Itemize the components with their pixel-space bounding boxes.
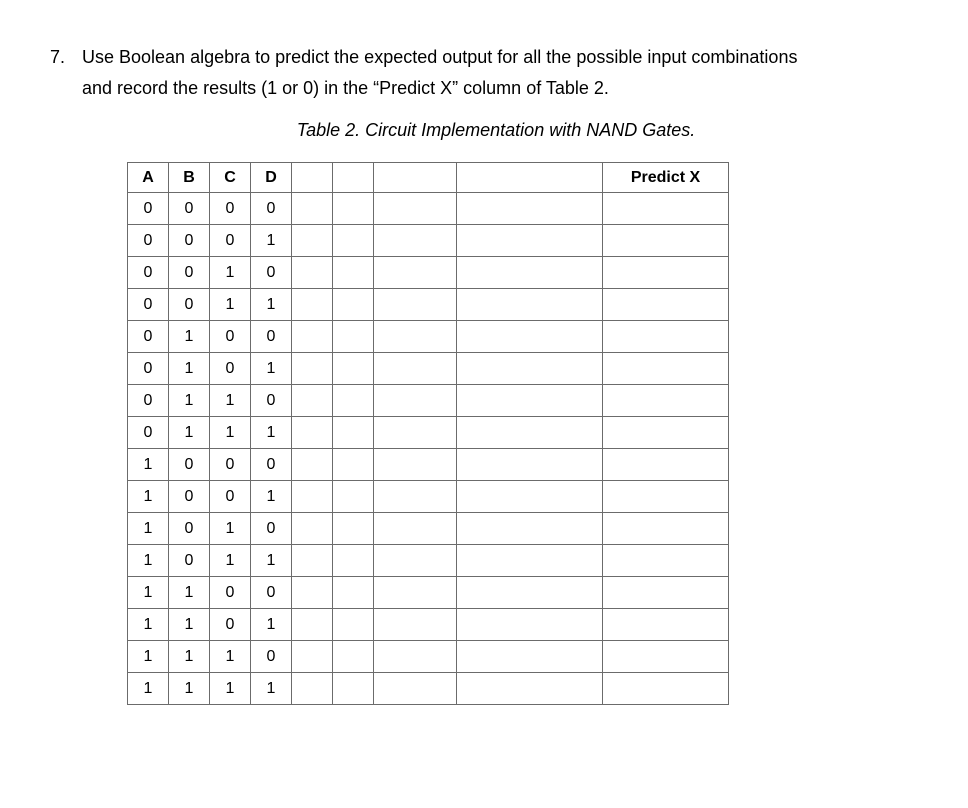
input-cell-c: 0 (210, 481, 251, 513)
table-row (128, 545, 729, 577)
input-cell-b: 0 (169, 225, 210, 257)
input-cell-c: 0 (210, 449, 251, 481)
work-cell-1[interactable] (292, 289, 333, 321)
input-cell-c: 0 (210, 609, 251, 641)
table-row (128, 257, 729, 289)
work-cell-4[interactable] (457, 289, 603, 321)
work-cell-1[interactable] (292, 481, 333, 513)
work-cell-1[interactable] (292, 577, 333, 609)
work-cell-2[interactable] (333, 513, 374, 545)
input-cell-c: 0 (210, 225, 251, 257)
input-cell-d: 0 (251, 641, 292, 673)
input-cell-a: 0 (128, 417, 169, 449)
work-cell-4[interactable] (457, 417, 603, 449)
predict-x-cell[interactable] (603, 321, 729, 353)
work-cell-4[interactable] (457, 449, 603, 481)
input-cell-d: 1 (251, 289, 292, 321)
work-cell-2[interactable] (333, 609, 374, 641)
input-cell-a: 1 (128, 673, 169, 705)
work-cell-1[interactable] (292, 385, 333, 417)
predict-x-cell[interactable] (603, 609, 729, 641)
truth-table (127, 162, 729, 705)
work-cell-4[interactable] (457, 545, 603, 577)
predict-x-cell[interactable] (603, 257, 729, 289)
header-d: D (251, 163, 292, 193)
work-cell-3[interactable] (374, 385, 457, 417)
input-cell-c: 0 (210, 353, 251, 385)
work-cell-2[interactable] (333, 289, 374, 321)
table-row (128, 577, 729, 609)
work-cell-4[interactable] (457, 481, 603, 513)
work-cell-2[interactable] (333, 673, 374, 705)
predict-x-cell[interactable] (603, 673, 729, 705)
predict-x-cell[interactable] (603, 641, 729, 673)
table-row (128, 417, 729, 449)
predict-x-cell[interactable] (603, 385, 729, 417)
predict-x-cell[interactable] (603, 481, 729, 513)
table-row (128, 321, 729, 353)
predict-x-cell[interactable] (603, 353, 729, 385)
input-cell-b: 1 (169, 417, 210, 449)
table-row (128, 673, 729, 705)
predict-x-cell[interactable] (603, 545, 729, 577)
work-cell-1[interactable] (292, 417, 333, 449)
input-cell-b: 0 (169, 545, 210, 577)
input-cell-b: 1 (169, 641, 210, 673)
work-cell-3[interactable] (374, 321, 457, 353)
input-cell-d: 0 (251, 193, 292, 225)
work-cell-3[interactable] (374, 513, 457, 545)
input-cell-b: 0 (169, 193, 210, 225)
header-blank-4 (457, 163, 603, 193)
input-cell-a: 0 (128, 257, 169, 289)
work-cell-3[interactable] (374, 353, 457, 385)
input-cell-d: 0 (251, 577, 292, 609)
work-cell-3[interactable] (374, 673, 457, 705)
work-cell-1[interactable] (292, 545, 333, 577)
work-cell-4[interactable] (457, 193, 603, 225)
question-text-line-2: and record the results (1 or 0) in the “Predict X” column of Table 2. (82, 78, 609, 98)
predict-x-cell[interactable] (603, 513, 729, 545)
input-cell-c: 1 (210, 385, 251, 417)
input-cell-c: 1 (210, 641, 251, 673)
input-cell-d: 1 (251, 609, 292, 641)
work-cell-2[interactable] (333, 641, 374, 673)
table-row (128, 353, 729, 385)
header-blank-3 (374, 163, 457, 193)
work-cell-2[interactable] (333, 481, 374, 513)
input-cell-a: 0 (128, 321, 169, 353)
work-cell-3[interactable] (374, 609, 457, 641)
input-cell-b: 1 (169, 321, 210, 353)
work-cell-4[interactable] (457, 609, 603, 641)
work-cell-3[interactable] (374, 193, 457, 225)
predict-x-cell[interactable] (603, 449, 729, 481)
header-predict-x: Predict X (603, 163, 729, 193)
work-cell-4[interactable] (457, 673, 603, 705)
table-row (128, 289, 729, 321)
input-cell-d: 0 (251, 449, 292, 481)
predict-x-cell[interactable] (603, 193, 729, 225)
input-cell-d: 0 (251, 321, 292, 353)
input-cell-a: 1 (128, 641, 169, 673)
input-cell-a: 1 (128, 545, 169, 577)
input-cell-d: 1 (251, 481, 292, 513)
work-cell-2[interactable] (333, 449, 374, 481)
input-cell-a: 1 (128, 513, 169, 545)
input-cell-b: 0 (169, 513, 210, 545)
table-row (128, 385, 729, 417)
table-row (128, 609, 729, 641)
input-cell-a: 1 (128, 609, 169, 641)
work-cell-4[interactable] (457, 257, 603, 289)
work-cell-1[interactable] (292, 513, 333, 545)
input-cell-d: 1 (251, 225, 292, 257)
predict-x-cell[interactable] (603, 225, 729, 257)
input-cell-a: 1 (128, 481, 169, 513)
work-cell-1[interactable] (292, 353, 333, 385)
table-row (128, 449, 729, 481)
work-cell-1[interactable] (292, 609, 333, 641)
input-cell-c: 1 (210, 257, 251, 289)
input-cell-b: 1 (169, 609, 210, 641)
input-cell-c: 0 (210, 193, 251, 225)
work-cell-2[interactable] (333, 353, 374, 385)
input-cell-c: 0 (210, 577, 251, 609)
input-cell-d: 1 (251, 417, 292, 449)
input-cell-d: 0 (251, 257, 292, 289)
table-caption-text: Table 2. Circuit Implementation with NAND Gates. (296, 120, 696, 140)
input-cell-b: 1 (169, 577, 210, 609)
input-cell-c: 1 (210, 417, 251, 449)
input-cell-d: 0 (251, 513, 292, 545)
input-cell-b: 1 (169, 353, 210, 385)
input-cell-c: 1 (210, 513, 251, 545)
input-cell-c: 1 (210, 545, 251, 577)
work-cell-1[interactable] (292, 641, 333, 673)
work-cell-3[interactable] (374, 257, 457, 289)
header-blank-1 (292, 163, 333, 193)
work-cell-2[interactable] (333, 193, 374, 225)
work-cell-2[interactable] (333, 321, 374, 353)
input-cell-d: 1 (251, 545, 292, 577)
input-cell-a: 1 (128, 449, 169, 481)
input-cell-d: 1 (251, 673, 292, 705)
work-cell-3[interactable] (374, 449, 457, 481)
input-cell-a: 1 (128, 577, 169, 609)
work-cell-4[interactable] (457, 513, 603, 545)
table-row (128, 641, 729, 673)
input-cell-c: 1 (210, 673, 251, 705)
work-cell-3[interactable] (374, 225, 457, 257)
work-cell-1[interactable] (292, 449, 333, 481)
input-cell-b: 0 (169, 449, 210, 481)
work-cell-3[interactable] (374, 577, 457, 609)
table-row (128, 225, 729, 257)
work-cell-2[interactable] (333, 225, 374, 257)
work-cell-4[interactable] (457, 353, 603, 385)
input-cell-b: 1 (169, 673, 210, 705)
work-cell-1[interactable] (292, 225, 333, 257)
table-row (128, 193, 729, 225)
table-row (128, 513, 729, 545)
work-cell-3[interactable] (374, 417, 457, 449)
input-cell-d: 0 (251, 385, 292, 417)
input-cell-a: 0 (128, 289, 169, 321)
work-cell-4[interactable] (457, 321, 603, 353)
work-cell-4[interactable] (457, 577, 603, 609)
predict-x-cell[interactable] (603, 417, 729, 449)
work-cell-2[interactable] (333, 545, 374, 577)
work-cell-3[interactable] (374, 641, 457, 673)
input-cell-b: 0 (169, 289, 210, 321)
work-cell-1[interactable] (292, 257, 333, 289)
input-cell-c: 1 (210, 289, 251, 321)
input-cell-a: 0 (128, 385, 169, 417)
work-cell-4[interactable] (457, 225, 603, 257)
table-caption (0, 117, 968, 143)
work-cell-2[interactable] (333, 385, 374, 417)
predict-x-cell[interactable] (603, 289, 729, 321)
input-cell-c: 0 (210, 321, 251, 353)
work-cell-3[interactable] (374, 289, 457, 321)
work-cell-4[interactable] (457, 641, 603, 673)
work-cell-3[interactable] (374, 481, 457, 513)
work-cell-2[interactable] (333, 577, 374, 609)
header-blank-2 (333, 163, 374, 193)
work-cell-2[interactable] (333, 257, 374, 289)
predict-x-cell[interactable] (603, 577, 729, 609)
input-cell-a: 0 (128, 193, 169, 225)
question-number: 7. (50, 47, 66, 67)
work-cell-1[interactable] (292, 673, 333, 705)
question-text-line-1: Use Boolean algebra to predict the expected output for all the possible input combinations (82, 47, 798, 67)
work-cell-2[interactable] (333, 417, 374, 449)
work-cell-4[interactable] (457, 385, 603, 417)
input-cell-a: 0 (128, 353, 169, 385)
table-row (128, 481, 729, 513)
header-b: B (169, 163, 210, 193)
work-cell-3[interactable] (374, 545, 457, 577)
input-cell-b: 1 (169, 385, 210, 417)
header-c: C (210, 163, 251, 193)
table-header-row (128, 163, 729, 193)
work-cell-1[interactable] (292, 193, 333, 225)
input-cell-b: 0 (169, 257, 210, 289)
input-cell-a: 0 (128, 225, 169, 257)
work-cell-1[interactable] (292, 321, 333, 353)
input-cell-b: 0 (169, 481, 210, 513)
input-cell-d: 1 (251, 353, 292, 385)
header-a: A (128, 163, 169, 193)
